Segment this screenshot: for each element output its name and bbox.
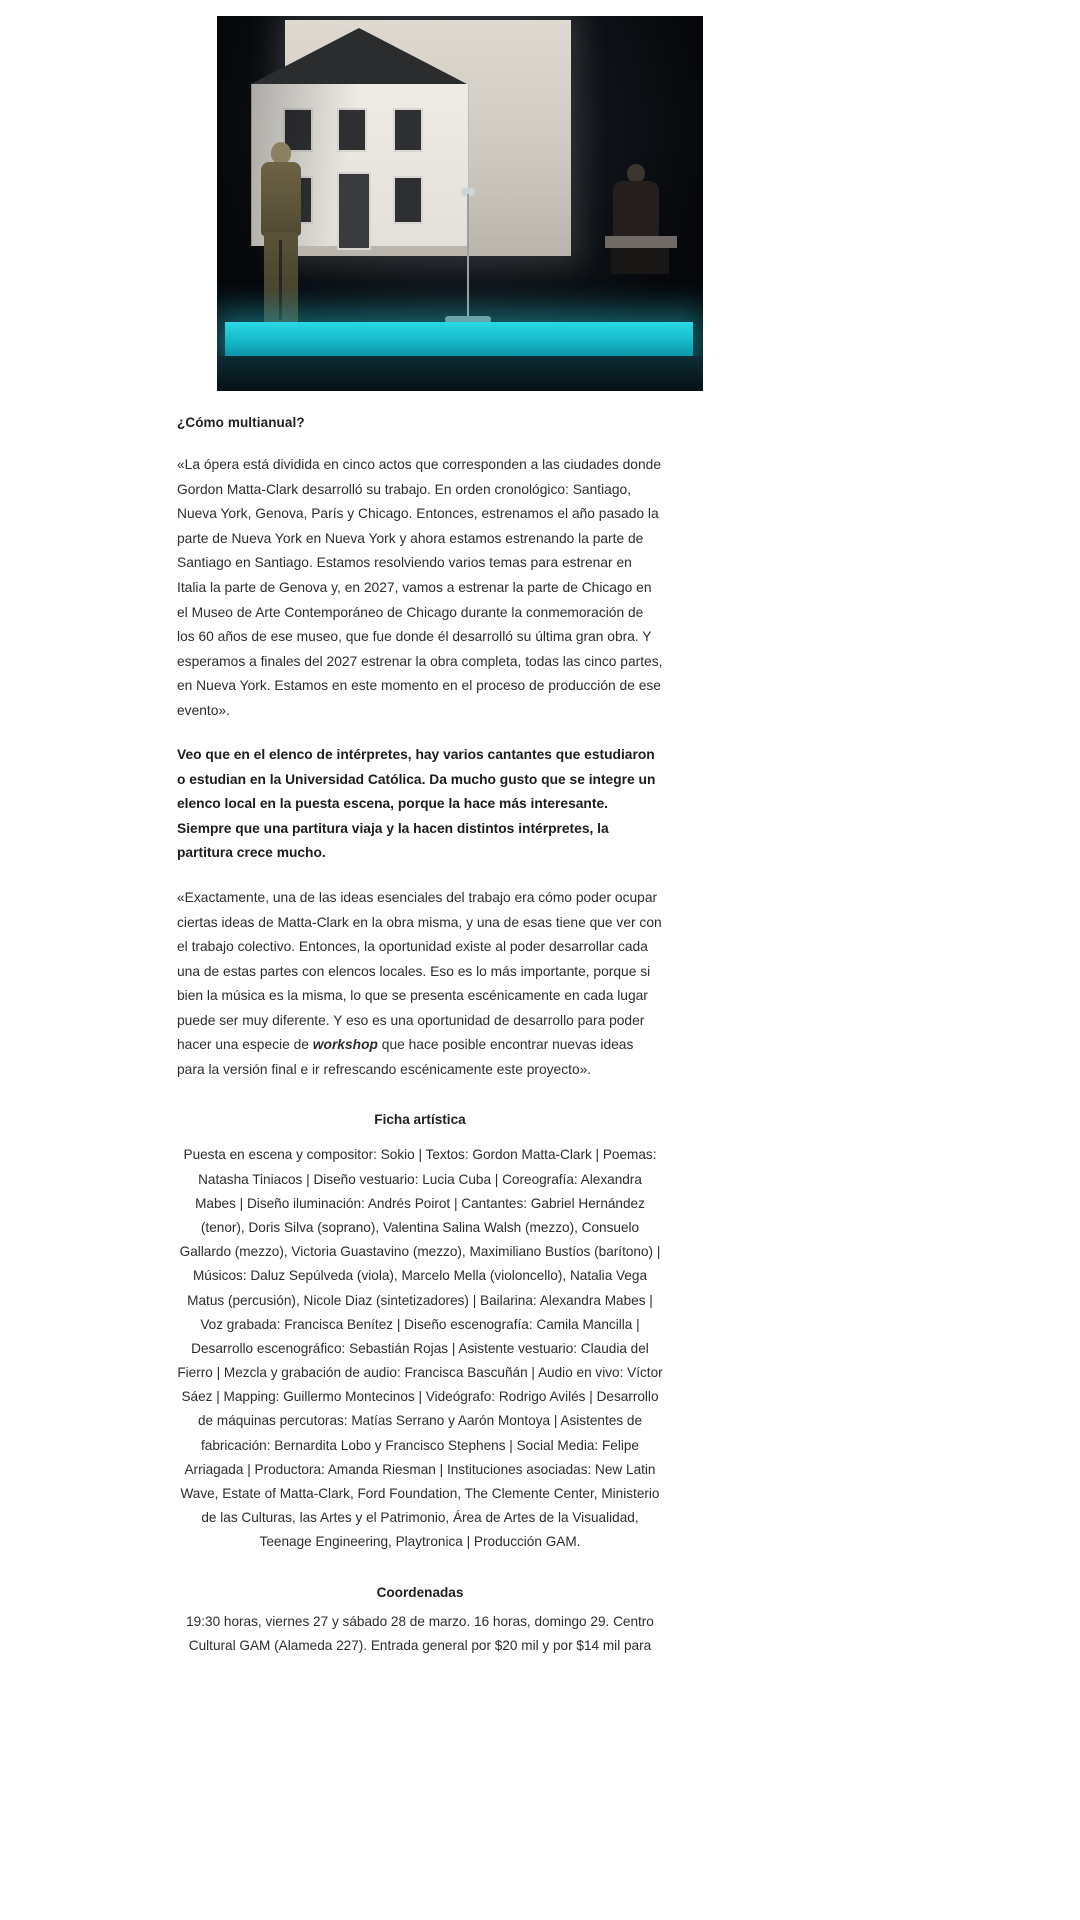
paragraph-question: Veo que en el elenco de intérpretes, hay varios cantantes que estudiaron o estudian en la Universidad Católica. Da mucho gusto que se integre un elenco local en la puesta escena, porque la hace más interesante. Siempre que una partitura viaja y la hacen distintos intérpretes, la partitura crece mucho. [177,747,656,861]
house-roof-shape [251,28,467,84]
emphasis-workshop: workshop [312,1037,378,1053]
coordenadas-heading: Coordenadas [376,1584,464,1600]
performer-torso [261,162,301,236]
bottom-spacer [177,1658,663,1692]
stage-floor [217,356,703,391]
quote-2-part-2: que hace posible encontrar nuevas ideas para la versión final e ir refrescando escénicamente este proyecto». [177,1037,634,1077]
performer-figure [259,142,303,324]
musician-torso [613,181,659,237]
performer-legs [264,232,298,324]
musician-figure [605,164,677,274]
photo-caption-heading: ¿Cómo multianual? [177,415,305,430]
musician-desk-lower [611,248,669,274]
microphone-stand [467,194,469,322]
article-body [177,0,663,1692]
ficha-artistica-credits: Puesta en escena y compositor: Sokio | Textos: Gordon Matta-Clark | Poemas: Natasha Tiniacos | Diseño vestuario: Lucia Cuba | Coreografía: Alexandra Mabes | Diseño iluminación: Andrés Poirot | Cantantes: Gabriel Hernández (tenor), Doris Silva (soprano), Valentina Salina Walsh (mezzo), Consuelo Gallardo (mezzo), Victoria Guastavino (mezzo), Maximiliano Bustíos (barítono) | Músicos: Daluz Sepúlveda (viola), Marcelo Mella (violoncello), Natalia Vega Matus (percusión), Nicole Diaz (sintetizadores) | Bailarina: Alexandra Mabes | Voz grabada: Francisca Benítez | Diseño escenografía: Camila Mancilla | Desarrollo escenográfico: Sebastián Rojas | Asistente vestuario: Claudia del Fierro | Mezcla y grabación de audio: Francisca Bascuñán | Audio en vivo: Víctor Sáez | Mapping: Guillermo Montecinos | Videógrafo: Rodrigo Avilés | Desarrollo de máquinas percutoras: Matías Serrano y Aarón Montoya | Asistentes de fabricación: Bernardita Lobo y Francisco Stephens | Social Media: Felipe Arriagada | Productora: Amanda Riesman | Instituciones asociadas: New Latin Wave, Estate of Matta-Clark, Ford Foundation, The Clemente Center, Ministerio de las Culturas, las Artes y el Patrimonio, Área de Artes de la Visualidad, Teenage Engineering, Playtronica | Producción GAM. [177,1147,663,1550]
musician-desk [605,236,677,248]
stage-photo [217,16,703,391]
ficha-artistica-heading: Ficha artística [374,1112,466,1128]
paragraph-quote-1: «La ópera está dividida en cinco actos que corresponden a las ciudades donde Gordon Matta-Clark desarrolló su trabajo. En orden cronológico: Santiago, Nueva York, Genova, París y Chicago. Entonces, estrenamos el año pasado la parte de Nueva York en Nueva York y ahora estamos estrenando la parte de Santiago en Santiago. Estamos resolviendo varios temas para estrenar en Italia la parte de Genova y, en 2027, vamos a estrenar la parte de Chicago en el Museo de Arte Contemporáneo de Chicago durante la conmemoración de los 60 años de ese museo, que fue donde él desarrolló su última gran obra. Y esperamos a finales del 2027 estrenar la obra completa, todas las cinco partes, en Nueva York. Estamos en este momento en el proceso de producción de ese evento». [177,457,663,718]
illuminated-pool [225,322,693,358]
paragraph-quote-2 [177,886,663,1082]
performer-head [271,142,291,164]
coordenadas-text: 19:30 horas, viernes 27 y sábado 28 de marzo. 16 horas, domingo 29. Centro Cultural GAM (Alameda 227). Entrada general por $20 mil y por $14 mil para [186,1613,654,1653]
quote-2-part-1: «Exactamente, una de las ideas esenciales del trabajo era cómo poder ocupar ciertas ideas de Matta-Clark en la obra misma, y una de esas tiene que ver con el trabajo colectivo. Entonces, la oportunidad existe al poder desarrollar cada una de estas partes con elencos locales. Eso es lo más importante, porque si bien la música es la misma, lo que se presenta escénicamente en cada lugar puede ser muy diferente. Y eso es una oportunidad de desarrollo para poder hacer una especie de [177,890,662,1053]
